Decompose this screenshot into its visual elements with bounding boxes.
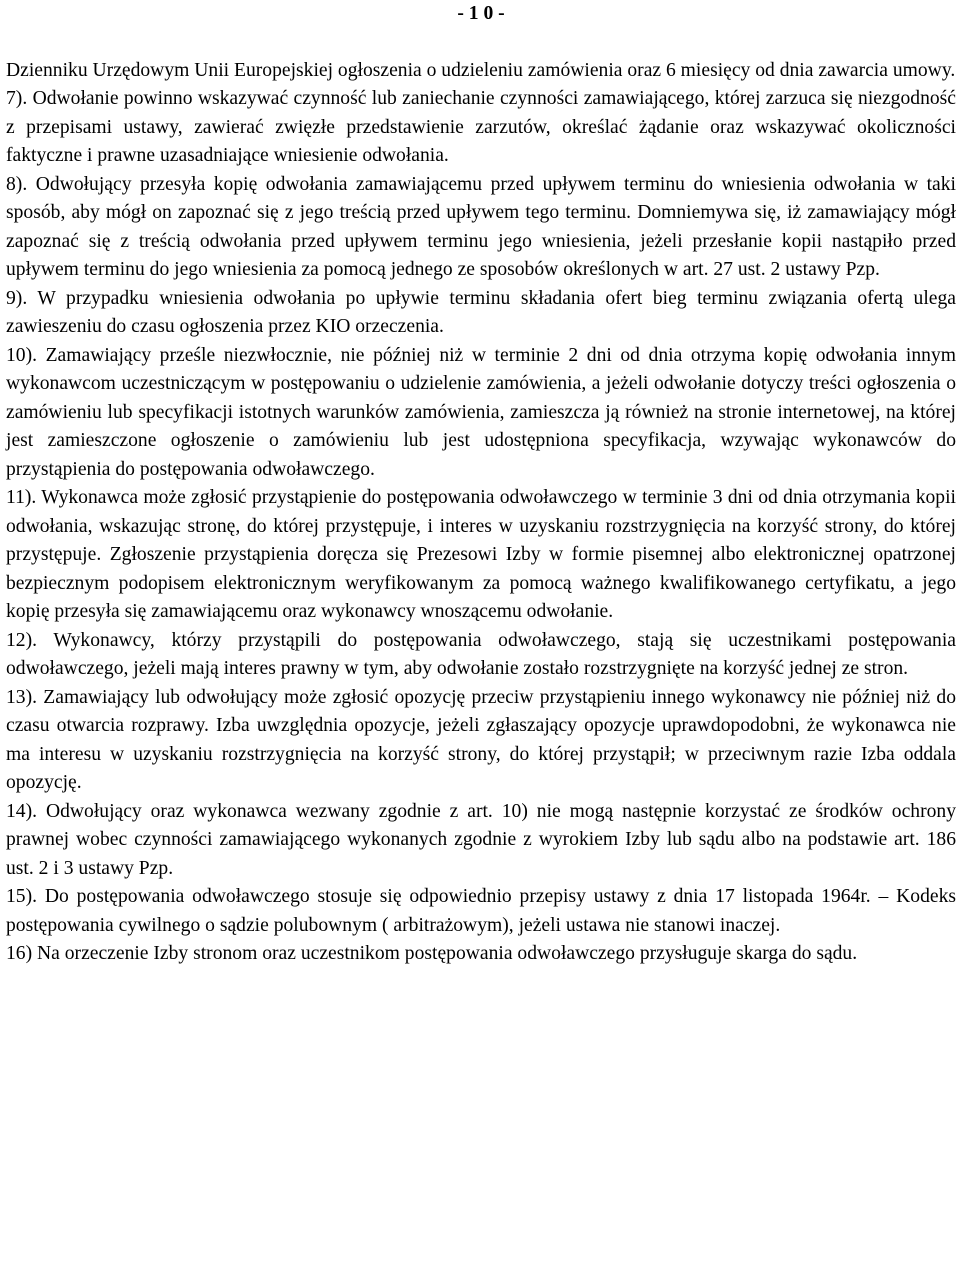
paragraph-12: 12). Wykonawcy, którzy przystąpili do postępowania odwoławczego, stają się uczestnikami postępowania odwoławczego, jeżeli mają interes prawny w tym, aby odwołanie zostało rozstrzygnięte na korzyść jednej ze stron. bbox=[6, 629, 956, 679]
paragraph-8: 8). Odwołujący przesyła kopię odwołania zamawiającemu przed upływem terminu do wniesienia odwołania w taki sposób, aby mógł on zapoznać się z jego treścią przed upływem tego terminu. Domniemywa się, iż zamawiający mógł zapoznać się z treścią odwołania przed upływem terminu jego wniesienia, jeżeli przesłanie kopii nastąpiło przed upływem terminu do jego wniesienia za pomocą jednego ze sposobów określonych w art. 27 ust. 2 ustawy Pzp. bbox=[6, 173, 956, 280]
paragraph-13: 13). Zamawiający lub odwołujący może zgłosić opozycję przeciw przystąpieniu innego wykonawcy nie później niż do czasu otwarcia rozprawy. Izba uwzględnia opozycje, jeżeli zgłaszający opozycje uprawdopodobni, że wykonawca nie ma interesu w uzyskaniu rozstrzygnięcia na korzyść strony, do której przystąpił; w przeciwnym razie Izba oddala opozycję. bbox=[6, 686, 956, 793]
paragraph-14: 14). Odwołujący oraz wykonawca wezwany zgodnie z art. 10) nie mogą następnie korzystać ze środków ochrony prawnej wobec czynności zamawiającego wykonanych zgodnie z wyrokiem Izby lub sądu albo na podstawie art. 186 ust. 2 i 3 ustawy Pzp. bbox=[6, 800, 956, 879]
paragraph-9: 9). W przypadku wniesienia odwołania po upływie terminu składania ofert bieg terminu związania ofertą ulega zawieszeniu do czasu ogłoszenia przez KIO orzeczenia. bbox=[6, 287, 956, 337]
paragraph-continuation: Dzienniku Urzędowym Unii Europejskiej ogłoszenia o udzieleniu zamówienia oraz 6 miesięcy od dnia zawarcia umowy. bbox=[6, 59, 956, 81]
paragraph-10: 10). Zamawiający prześle niezwłocznie, nie później niż w terminie 2 dni od dnia otrzyma kopię odwołania innym wykonawcom uczestniczącym w postępowaniu o udzielenie zamówienia, a jeżeli odwołanie dotyczy treści ogłoszenia o zamówieniu lub specyfikacji istotnych warunków zamówienia, zamieszcza ją również na stronie internetowej, na której jest zamieszczone ogłoszenie o zamówieniu lub jest udostępniona specyfikacja, wzywając wykonawców do przystąpienia do postępowania odwoławczego. bbox=[6, 344, 956, 480]
paragraph-7: 7). Odwołanie powinno wskazywać czynność lub zaniechanie czynności zamawiającego, której zarzuca się niezgodność z przepisami ustawy, zawierać zwięzłe przedstawienie zarzutów, określać żądanie oraz wskazywać okoliczności faktyczne i prawne uzasadniające wniesienie odwołania. bbox=[6, 88, 956, 166]
paragraph-15: 15). Do postępowania odwoławczego stosuje się odpowiednio przepisy ustawy z dnia 17 listopada 1964r. – Kodeks postępowania cywilnego o sądzie polubownym ( arbitrażowym), jeżeli ustawa nie stanowi inaczej. bbox=[6, 886, 956, 936]
paragraph-16: 16) Na orzeczenie Izby stronom oraz uczestnikom postępowania odwoławczego przysługuje skarga do sądu. bbox=[6, 943, 858, 964]
page-number: - 1 0 - bbox=[457, 3, 505, 24]
spacer bbox=[6, 29, 956, 57]
document-page bbox=[6, 0, 956, 969]
paragraph-11: 11). Wykonawca może zgłosić przystąpienie do postępowania odwoławczego w terminie 3 dni od dnia otrzymania kopii odwołania, wskazując stronę, do której przystępuje, i interes w uzyskaniu rozstrzygnięcia na korzyść strony, do której przystępuje. Zgłoszenie przystąpienia doręcza się Prezesowi Izby w formie pisemnej albo elektronicznej opatrzonej bezpiecznym podopisem elektronicznym weryfikowanym za pomocą ważnego kwalifikowanego certyfikatu, a jego kopię przesyła się zamawiającemu oraz wykonawcy wnoszącemu odwołanie. bbox=[6, 487, 956, 622]
